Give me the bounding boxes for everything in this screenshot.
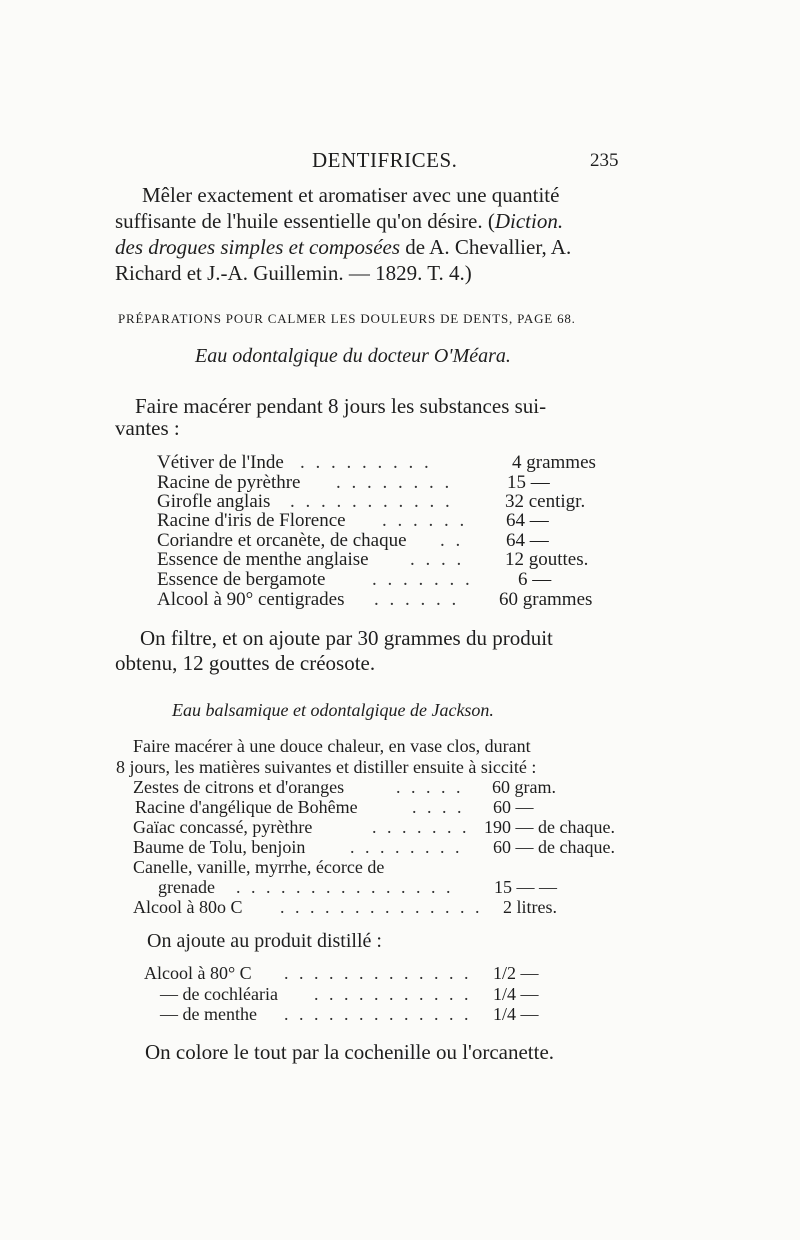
recipe-2-instruction-line-2: 8 jours, les matières suivantes et distiller ensuite à siccité :	[116, 757, 537, 777]
intro-line-3	[115, 235, 571, 260]
ingredient-quantity: 60 —	[493, 797, 534, 817]
addition-quantity: 1/2 —	[493, 963, 539, 983]
leader-dots: . . . . . . . . .	[300, 452, 432, 473]
ingredient-quantity: 190 — de chaque.	[484, 817, 615, 837]
leader-dots: . . . . . . .	[372, 817, 470, 837]
recipe-2-instruction-line-1: Faire macérer à une douce chaleur, en vase clos, durant	[133, 736, 531, 756]
ingredient-quantity: 15 —	[507, 472, 550, 493]
ingredient-name: grenade	[158, 877, 215, 897]
ingredient-name: Canelle, vanille, myrrhe, écorce de	[133, 857, 385, 877]
leader-dots: . . . .	[412, 797, 465, 817]
ingredient-name: Gaïac concassé, pyrèthre	[133, 817, 313, 837]
ingredient-name: Zestes de citrons et d'oranges	[133, 777, 345, 797]
intro-line-2	[115, 209, 563, 234]
ingredient-quantity: 2 litres.	[503, 897, 557, 917]
recipe-1-instruction-line-2: vantes :	[115, 416, 180, 440]
ingredient-quantity: 64 —	[506, 530, 549, 551]
leader-dots: . .	[440, 530, 464, 551]
addition-name: Alcool à 80° C	[144, 963, 252, 983]
ingredient-quantity: 60 gram.	[492, 777, 556, 797]
ingredient-quantity: 6 —	[518, 569, 552, 590]
leader-dots: . . . . . . . .	[350, 837, 463, 857]
leader-dots: . . . . . . .	[372, 569, 473, 590]
recipe-2-distill-note: On ajoute au produit distillé :	[147, 930, 382, 952]
intro-citation-authors: de A. Chevallier, A.	[400, 235, 572, 259]
page-number: 235	[590, 150, 619, 171]
ingredient-name: Girofle anglais	[157, 491, 271, 512]
running-header: DENTIFRICES.	[312, 148, 458, 172]
recipe-2-title: Eau balsamique et odontalgique de Jackson.	[172, 700, 494, 720]
ingredient-quantity: 4 grammes	[512, 452, 596, 473]
ingredient-quantity: 32 centigr.	[505, 491, 586, 512]
addition-name: — de menthe	[160, 1004, 257, 1024]
leader-dots: . . . . . . . . . . .	[314, 984, 472, 1004]
addition-quantity: 1/4 —	[493, 1004, 539, 1024]
intro-line-4: Richard et J.-A. Guillemin. — 1829. T. 4.)	[115, 261, 472, 285]
recipe-1-title: Eau odontalgique du docteur O'Méara.	[195, 345, 511, 367]
leader-dots: . . . . . . . . . . .	[290, 491, 453, 512]
leader-dots: . . . . .	[396, 777, 464, 797]
ingredient-name: Alcool à 80o C	[133, 897, 243, 917]
leader-dots: . . . . . . . . . . . . . . .	[236, 877, 454, 897]
intro-line-1: Mêler exactement et aromatiser avec une quantité	[142, 183, 560, 207]
intro-citation-title: des drogues simples et composées	[115, 235, 401, 259]
leader-dots: . . . . . . . . . . . . .	[284, 1004, 472, 1024]
ingredient-name: Alcool à 90° centigrades	[157, 589, 345, 610]
recipe-1-instruction-line-1: Faire macérer pendant 8 jours les substances sui-	[135, 394, 547, 418]
leader-dots: . . . . . . . .	[336, 472, 453, 493]
leader-dots: . . . . . .	[374, 589, 460, 610]
ingredient-name: Baume de Tolu, benjoin	[133, 837, 306, 857]
leader-dots: . . . .	[410, 549, 465, 570]
intro-line-2-text: suffisante de l'huile essentielle qu'on désire. (	[115, 209, 495, 233]
addition-name: — de cochléaria	[160, 984, 278, 1004]
leader-dots: . . . . . .	[382, 510, 468, 531]
ingredient-name: Vétiver de l'Inde	[157, 452, 284, 473]
leader-dots: . . . . . . . . . . . . .	[284, 963, 472, 983]
ingredient-quantity: 60 grammes	[499, 589, 593, 610]
ingredient-quantity: 64 —	[506, 510, 549, 531]
intro-citation-start: Diction.	[494, 209, 564, 233]
section-heading: PRÉPARATIONS POUR CALMER LES DOULEURS DE DENTS, PAGE 68.	[118, 311, 576, 326]
ingredient-name: Racine de pyrèthre	[157, 472, 301, 493]
ingredient-name: Essence de bergamote	[157, 569, 326, 590]
closing-line: On colore le tout par la cochenille ou l'orcanette.	[145, 1040, 555, 1064]
recipe-1-note-line-1: On filtre, et on ajoute par 30 grammes du produit	[140, 626, 553, 650]
ingredient-name: Racine d'angélique de Bohême	[135, 797, 358, 817]
ingredient-quantity: 60 — de chaque.	[493, 837, 615, 857]
ingredient-name: Racine d'iris de Florence	[157, 510, 346, 531]
leader-dots: . . . . . . . . . . . . . .	[280, 897, 483, 917]
addition-quantity: 1/4 —	[493, 984, 539, 1004]
ingredient-quantity: 15 — —	[494, 877, 557, 897]
ingredient-name: Essence de menthe anglaise	[157, 549, 369, 570]
ingredient-name: Coriandre et orcanète, de chaque	[157, 530, 407, 551]
recipe-1-note-line-2: obtenu, 12 gouttes de créosote.	[115, 651, 376, 675]
ingredient-quantity: 12 gouttes.	[505, 549, 589, 570]
